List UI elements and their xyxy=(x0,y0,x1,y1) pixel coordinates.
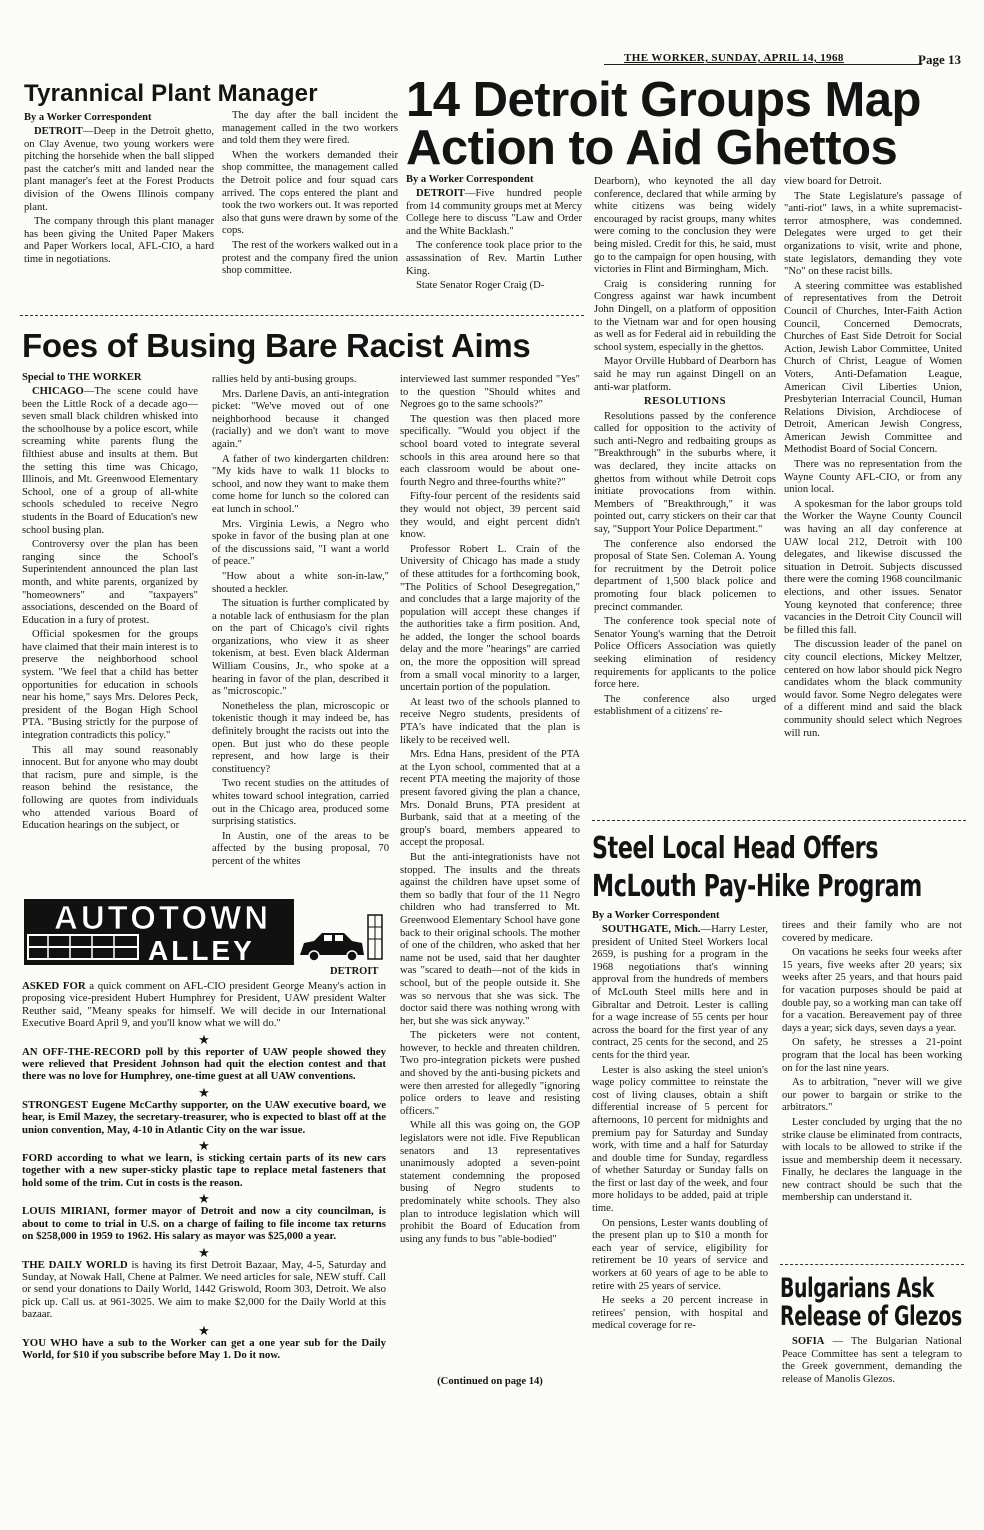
divider xyxy=(780,1264,964,1265)
autotown-item-text: poll by this reporter of UAW people showed they were relieved that President Johnson had quit the election contest and that there was no love for Humphrey, one-time guest at all UAW conventions. xyxy=(22,1045,386,1083)
autotown-logo xyxy=(22,897,386,969)
steel-byline: By a Worker Correspondent xyxy=(592,910,720,921)
detroit-para: The discussion leader of the panel on city council elections, Mickey Meltzer, centered on how labor should pick Negro candidates whom the black community would favor. Some Negro delegates were of a different mind and said the black community should select which Negroes will run. xyxy=(784,639,962,739)
autotown-item-text: a quick comment on AFL-CIO president George Meany's action in proposing vice-president Hubert Humphrey for President, UAW president Walter Reuther said, "Meany speaks for himself. We will decide in our International Executive Board April 9, and you'll know what we will do." xyxy=(22,980,386,1030)
tyrannical-headline: Tyrannical Plant Manager xyxy=(24,80,318,107)
busing-para: While all this was going on, the GOP legislators were not idle. Five Republican senators and 13 representatives unanimously adopted a seven-point statement condemning the proposed busing of Negro students to predominately white schools. They also plan to introduce legislation which will prohibit the Board of Education from using any funds to bus "able-bodied" xyxy=(400,1120,580,1245)
busing-para: Fifty-four percent of the residents said they would not object, 39 percent said they would, and eight percent didn't know. xyxy=(400,491,580,541)
autotown-item xyxy=(22,1259,386,1321)
steel-para: Lester concluded by urging that the no strike clause be eliminated from contracts, with locals to be allowed to strike if the issue and membership deem it necessary. Finally, he declares the language in the new contract should be such that the membership can understand it. xyxy=(782,1116,962,1204)
autotown-item xyxy=(22,1337,386,1362)
tyrannical-para-text: —Deep in the Detroit ghetto, on Clay Avenue, two young workers were pitching the horsehide when the ball slipped past the catcher's mitt and landed near the plant manager's feet at the Forest Products division of the Owens Illinois company plant. xyxy=(24,126,214,213)
autotown-item-lead: FORD xyxy=(22,1152,53,1165)
busing-lead: CHICAGO xyxy=(32,386,84,397)
detroit-para: A spokesman for the labor groups told the Worker the Wayne County Council was having an all day conference at UAW local 212, Detroit with 100 delegates, and likewise discussed the situation in Detroit. Subjects discussed there were the coming 1968 councilmanic elections, and other issues. Senator Young keynoted that conference; three vacancies in the Detroit City Council will be filled this fall. xyxy=(784,498,962,636)
detroit-para-text: —Five hundred people from 14 community groups met at Mercy College here to discuss "Law and Order and the White Backlash." xyxy=(406,188,582,237)
star-icon: ★ xyxy=(198,1322,210,1338)
tyrannical-column-1 xyxy=(24,112,214,302)
busing-para: Mrs. Virginia Lewis, a Negro who spoke in favor of the busing plan at one of the discussions said, "I want a world of peace." xyxy=(212,518,389,568)
detroit-para: Craig is considering running for Congress against war hawk incumbent John Dingell, on a platform of opposition to the Vietnam war and for open housing as well as for Federal aid in rebuilding the school system, especially in the ghettos. xyxy=(594,278,776,353)
steel-para: He seeks a 20 percent increase in retirees' pension, with hospital and medical coverage for re- xyxy=(592,1295,768,1332)
busing-para: This all may sound reasonably innocent. But for anyone who may doubt that racism, pure and simple, is the reason behind the resistance, the following are quotes from individuals who attended various Board of Education hearings on the subject, or xyxy=(22,744,198,832)
detroit-column-3 xyxy=(784,176,962,812)
building-icon xyxy=(368,915,382,959)
page-number: Page 13 xyxy=(918,52,961,67)
busing-para: rallies held by anti-busing groups. xyxy=(212,374,357,385)
detroit-para: There was no representation from the Wayne County AFL-CIO, or from any union local. xyxy=(784,459,962,496)
autotown-item-lead: AN OFF-THE-RECORD xyxy=(22,1045,141,1058)
busing-para: Controversy over the plan has been ranging since the School's Superintendent announced the plan last month, and white parents, organized by "homeowners" and "taxpayers" associations, descended on the Board of Education in a fury of protest. xyxy=(22,539,198,626)
detroit-para xyxy=(406,188,582,238)
car-icon xyxy=(300,933,364,961)
busing-headline: Foes of Busing Bare Racist Aims xyxy=(22,327,531,364)
star-icon: ★ xyxy=(198,1191,210,1207)
tyrannical-lead: DETROIT xyxy=(34,126,83,137)
autotown-logo-line-2: ALLEY xyxy=(148,935,255,966)
busing-para: Mrs. Darlene Davis, an anti-integration picket: "We've moved out of one neighborhood because it changed (racially) and we don't want to move again." xyxy=(212,388,389,450)
busing-column-2 xyxy=(212,374,389,892)
steel-para: On vacations he seeks four weeks after 15 years, five weeks after 20 years; six weeks after 25 years, and that hours paid for vacation purposes should be paid at double pay, so a working man can take off for a vacation. Bereavement pay of three days a year; sick days, seven days a year. xyxy=(782,947,962,1034)
bulgarians-para-text: — The Bulgarian National Peace Committee has sent a telegram to the Greek government, demanding the release of Manolis Glezos. xyxy=(782,1336,962,1385)
detroit-para: The conference also endorsed the proposal of State Sen. Coleman A. Young for recruitment by the Detroit police department of 1,500 black police and promoting four black policemen to precinct commander. xyxy=(594,538,776,613)
detroit-para: Dearborn), who keynoted the all day conference, declared that while arming by white citizens was being widely encouraged by racist groups, many whites were coming to the conclusion they were being misled. Credit for this, he said, must go to the campaign for open housing, with victories in Flint and Birmingham, Mich. xyxy=(594,176,776,276)
busing-continued[interactable]: (Continued on page 14) xyxy=(437,1376,543,1387)
bulgarians-lead: SOFIA xyxy=(792,1336,825,1347)
detroit-para: Mayor Orville Hubbard of Dearborn has said he may run against Dingell on an anti-war platform. xyxy=(594,356,776,393)
detroit-para: State Senator Roger Craig (D- xyxy=(416,280,545,292)
autotown-item-text: according to what we learn, is sticking certain parts of its new cars together with a new super-sticky plastic tape to replace metal fasteners that hold some of the trim. Cut in costs is the reason. xyxy=(22,1152,386,1189)
detroit-headline-line-1: 14 Detroit Groups Map xyxy=(406,73,921,127)
busing-para: The picketers were not content, however, to heckle and threaten children. Two pro-integration pickets were pushed and shoved by the anti-busing pickets and were then arrested for allegedly "ignoring police orders to leave and resisting officers." xyxy=(400,1030,580,1117)
divider xyxy=(20,315,584,316)
detroit-para: The conference also urged establishment of a citizens' re- xyxy=(594,693,776,718)
steel-para: tirees and their family who are not covered by medicare. xyxy=(782,920,962,944)
autotown-logo-art xyxy=(22,897,386,969)
busing-para: Mrs. Edna Hans, president of the PTA at the Lyon school, commented that at a recent PTA meeting the majority of those present favored giving the plan a chance, Mrs. Donald Bruns, PTA president at Burbank, said that at a meeting of the group's board, members appeared to accept the proposal. xyxy=(400,749,580,849)
divider xyxy=(592,820,966,821)
tyrannical-para: The company through this plant manager has been giving the United Paper Makers and Paper Workers local, AFL-CIO, a hard time in negotiations. xyxy=(24,216,214,265)
busing-para: The situation is further complicated by a notable lack of enthusiasm for the plan on the part of Chicago's civil rights organizations, who view it as sheer tokenism, at best. Even black Alderman William Cousins, Jr., who spoke at a hearing in favor of the plan, described it as "microscopic." xyxy=(212,598,389,698)
steel-para: On pensions, Lester wants doubling of the present plan up to $10 a month for each year of service, eligibility for retirement be 10 years of service and workers at 60 years of age to be able to retire with 25 years of service. xyxy=(592,1217,768,1292)
steel-headline-line-1: Steel Local Head Offers xyxy=(592,831,879,866)
steel-lead: SOUTHGATE, Mich. xyxy=(602,924,701,935)
busing-para-text: —The scene could have been the Little Rock of a decade ago—seven small black children whisked into the schoolhouse by a police escort, while screaming white parents flung the filthiest abuse and insults at them. But the setting this time was Chicago, Illinois, and Mt. Greenwood Elementary School, one of a group of all-white schools scheduled to receive Negro students in the Board of Education's new school busing plan. xyxy=(22,386,198,536)
bulgarians-headline-line-2: Release of Glezos xyxy=(780,1301,962,1332)
steel-headline-line-2: McLouth Pay-Hike Program xyxy=(592,869,922,904)
steel-column-1 xyxy=(592,910,768,1400)
detroit-column-1 xyxy=(406,174,582,309)
autotown-item xyxy=(22,1205,386,1242)
star-icon: ★ xyxy=(198,1244,210,1260)
detroit-subhead: RESOLUTIONS xyxy=(643,396,727,408)
detroit-byline: By a Worker Correspondent xyxy=(406,174,534,185)
tyrannical-para: When the workers demanded their shop committee, the management called the Detroit police and four squad cars arrived. The cops entered the plant and took the two workers out. It was reported also that guns were drawn by some of the cops. xyxy=(222,149,398,237)
busing-para: The question was then placed more specifically. "Would you object if the school board voted to integrate several schools in this area around here so that each classroom would be about one-fourth Negro and three-fourths white?" xyxy=(400,413,580,488)
detroit-para: The conference took special note of Senator Young's warning that the Detroit Police Officers Association was quietly seeking elimination of residency requirements for applicants to the police force here. xyxy=(594,616,776,691)
tyrannical-para xyxy=(24,126,214,214)
busing-para: But the anti-integrationists have not stopped. The insults and the threats against the children have upset some of them so badly that four of the 11 Negro children who had transferred to Mt. Greenwood Elementary School have gone back to their original schools. The mother of one of the children, who asked that her name not be used, said that her daughter was "scared to death—not of the kids in school, but of the people outside it. She was so nervous that she was sick. The doctor said there was nothing wrong with her, but she was sick anyway." xyxy=(400,851,580,1027)
detroit-headline-line-2: Action to Aid Ghettos xyxy=(406,121,898,175)
detroit-para: The State Legislature's passage of "anti-riot" laws, in a white supremacist-terror atmosphere, was condemned. Delegates were urged to get their organizations to visit, write and phone, state legislators, demanding they vote "No" on these racist bills. xyxy=(784,190,962,278)
star-icon: ★ xyxy=(198,1031,210,1047)
steel-para xyxy=(592,924,768,1063)
detroit-para: The conference took place prior to the assassination of Rev. Martin Luther King. xyxy=(406,240,582,277)
autotown-column xyxy=(22,980,386,1400)
detroit-para: A steering committee was established of representatives from the Detroit Council of Churches, Inter-Faith Action Council, Concerned Democrats, Churches of East Side Detroit for Social Action, Jewish Labor Committee, United Church of Christ, League of Women Voters, Anti-Defamation League, American Civil Liberties Union, Presbyterian Interracial Council, Human Relations Division, Archdiocese of Detroit, American Jewish Congress, American Jewish Committee and Methodist Board of Social Concern. xyxy=(784,280,962,456)
busing-para: In Austin, one of the areas to be affected by the busing proposal, 70 percent of the whites xyxy=(212,830,389,867)
steel-para: As to arbitration, "never will we give our power to bargain or strike to the arbitrators." xyxy=(782,1077,962,1114)
autotown-item-lead: STRONGEST xyxy=(22,1098,89,1111)
busing-para: At least two of the schools planned to receive Negro students, presidents of PTA's have indicated that the plan is likely to be received well. xyxy=(400,696,580,746)
steel-para: Lester is also asking the steel union's wage policy committee to reinstate the cost of living clauses, obtain a shift differential increase of 5 percent for afternoons, 10 percent for midnights and premium pay for Saturday and Sunday work, with time and a half for Saturday and double time for Sunday, regardless of whether Saturday or Sunday falls on the first or last day of the week, and four more holidays to be added, paid at triple time. xyxy=(592,1064,768,1215)
autotown-item xyxy=(22,1152,386,1189)
autotown-item-lead: ASKED FOR xyxy=(22,980,86,992)
masthead-rule xyxy=(604,64,922,65)
autotown-item-text: is having its first Detroit Bazaar, May, 4-5, Saturday and Sunday, at Nowak Hall, Chene at Palmer. We need articles for sale, NEW stuff. Call or send your donations to Daily World, 1442 Griswold, Room 303, Detroit. We also pick up. Call us. at 961-3025. We aim to make $2,000 for the Daily World at this bazaar. xyxy=(22,1258,386,1321)
tyrannical-para: The day after the ball incident the management called in the two workers and told them they were fired. xyxy=(222,110,398,147)
autotown-item-lead: YOU WHO xyxy=(22,1336,78,1349)
detroit-lead: DETROIT xyxy=(416,188,465,199)
busing-para: Two recent studies on the attitudes of whites toward school integration, carried out in the Chicago area, produced some surprising statistics. xyxy=(212,778,389,828)
autotown-item-text: have a sub to the Worker can get a one year sub for the Daily World, for $10 if you subscribe before May 1. Do it now. xyxy=(22,1336,386,1361)
steel-para-text: —Harry Lester, president of United Steel Workers local 2659, is pushing for a program in the 1968 negotiations that's winning approval from the hundreds of members of McLouth Steel mills here and in Gibraltar and Detroit. Lester is calling for a wage increase of 55 cents per hour across the board for the first year of any contract, 25 cents for the second, and 25 cents for the third year. xyxy=(592,924,768,1061)
star-icon: ★ xyxy=(198,1138,210,1154)
busing-para: interviewed last summer responded "Yes" to the question "Should whites and Negroes go to the same schools?" xyxy=(400,374,580,411)
busing-para xyxy=(22,386,198,537)
autotown-logo-line-1: AUTOTOWN xyxy=(54,899,272,936)
tyrannical-column-2 xyxy=(222,110,398,305)
busing-para: Nonetheless the plan, microscopic or tokenistic though it may indeed be, has definitely brought the racists out into the open. But just who do these people represent, and how large is their constituency? xyxy=(212,700,389,775)
busing-byline: Special to THE WORKER xyxy=(22,372,142,383)
bulgarians-column xyxy=(782,1336,962,1400)
autotown-dateline: DETROIT xyxy=(330,966,379,977)
autotown-item xyxy=(22,980,386,1030)
autotown-item xyxy=(22,1099,386,1136)
autotown-item-text: Eugene McCarthy supporter, on the UAW executive board, we hear, is Emil Mazey, the secretary-treasurer, who is expected to blast off at the union convention, May, 4-10 in Atlantic City on the war issue. xyxy=(22,1098,386,1136)
masthead-title: THE WORKER, SUNDAY, APRIL 14, 1968 xyxy=(624,52,844,64)
detroit-column-2 xyxy=(594,176,776,812)
tyrannical-para: The rest of the workers walked out in a protest and the company fired the union shop committee. xyxy=(222,239,398,277)
busing-para: Professor Robert L. Crain of the University of Chicago has made a study of these attitudes for a forthcoming book, "The Politics of School Desegregation," and concludes that a large majority of the population will accept these changes if the authorities take a firm position. And, he added, the longer the school boards delay and the more "hearings" are carried on, the more the opposition will spread from a small vocal minority to a larger, uncertain portion of the population. xyxy=(400,543,580,694)
tyrannical-byline: By a Worker Correspondent xyxy=(24,112,152,123)
autotown-item-lead: LOUIS MIRIANI xyxy=(22,1205,107,1218)
autotown-item xyxy=(22,1046,386,1083)
steel-column-2 xyxy=(782,920,962,1260)
star-icon: ★ xyxy=(198,1084,210,1100)
autotown-item-lead: THE DAILY WORLD xyxy=(22,1258,128,1271)
busing-para: A father of two kindergarten children: "My kids have to walk 11 blocks to school, and now they want to make them come home for lunch so the colored can eat lunch in school." xyxy=(212,453,389,515)
busing-column-1 xyxy=(22,372,198,890)
bulgarians-para xyxy=(782,1336,962,1386)
busing-para: Official spokesmen for the groups have claimed that their main interest is to preserve the neighborhood school system. "We feel that a child has better opportunities for education in schools near his home," says Mrs. Delores Peck, president of the Bogan High School PTA. "Busing strictly for the purpose of integration contradicts this policy." xyxy=(22,629,198,742)
busing-column-3 xyxy=(400,374,580,1374)
bulgarians-headline-line-1: Bulgarians Ask xyxy=(780,1273,935,1304)
steel-para: On safety, he stresses a 21-point program that the local has been working on for the last nine years. xyxy=(782,1037,962,1074)
autotown-item-text: , former mayor of Detroit and now a city councilman, is about to come to trial in U.S. on a charge of failing to file income tax returns on $258,000 in 1959 to 1962. His salary as mayor was $25,000 a year. xyxy=(22,1205,386,1243)
detroit-para: view board for Detroit. xyxy=(784,176,882,187)
detroit-para: Resolutions passed by the conference called for opposition to the activity of such anti-Negro and redbaiting groups as "Breakthrough" in the suburbs where, it was declared, they incite attacks on ghettos from without while Detroit cops initiate provocations from within. Members of "Breakthrough," it was pointed out, carry stickers on their car that say, "Support Your Police Department." xyxy=(594,410,776,536)
busing-para: "How about a white son-in-law," shouted a heckler. xyxy=(212,570,389,595)
